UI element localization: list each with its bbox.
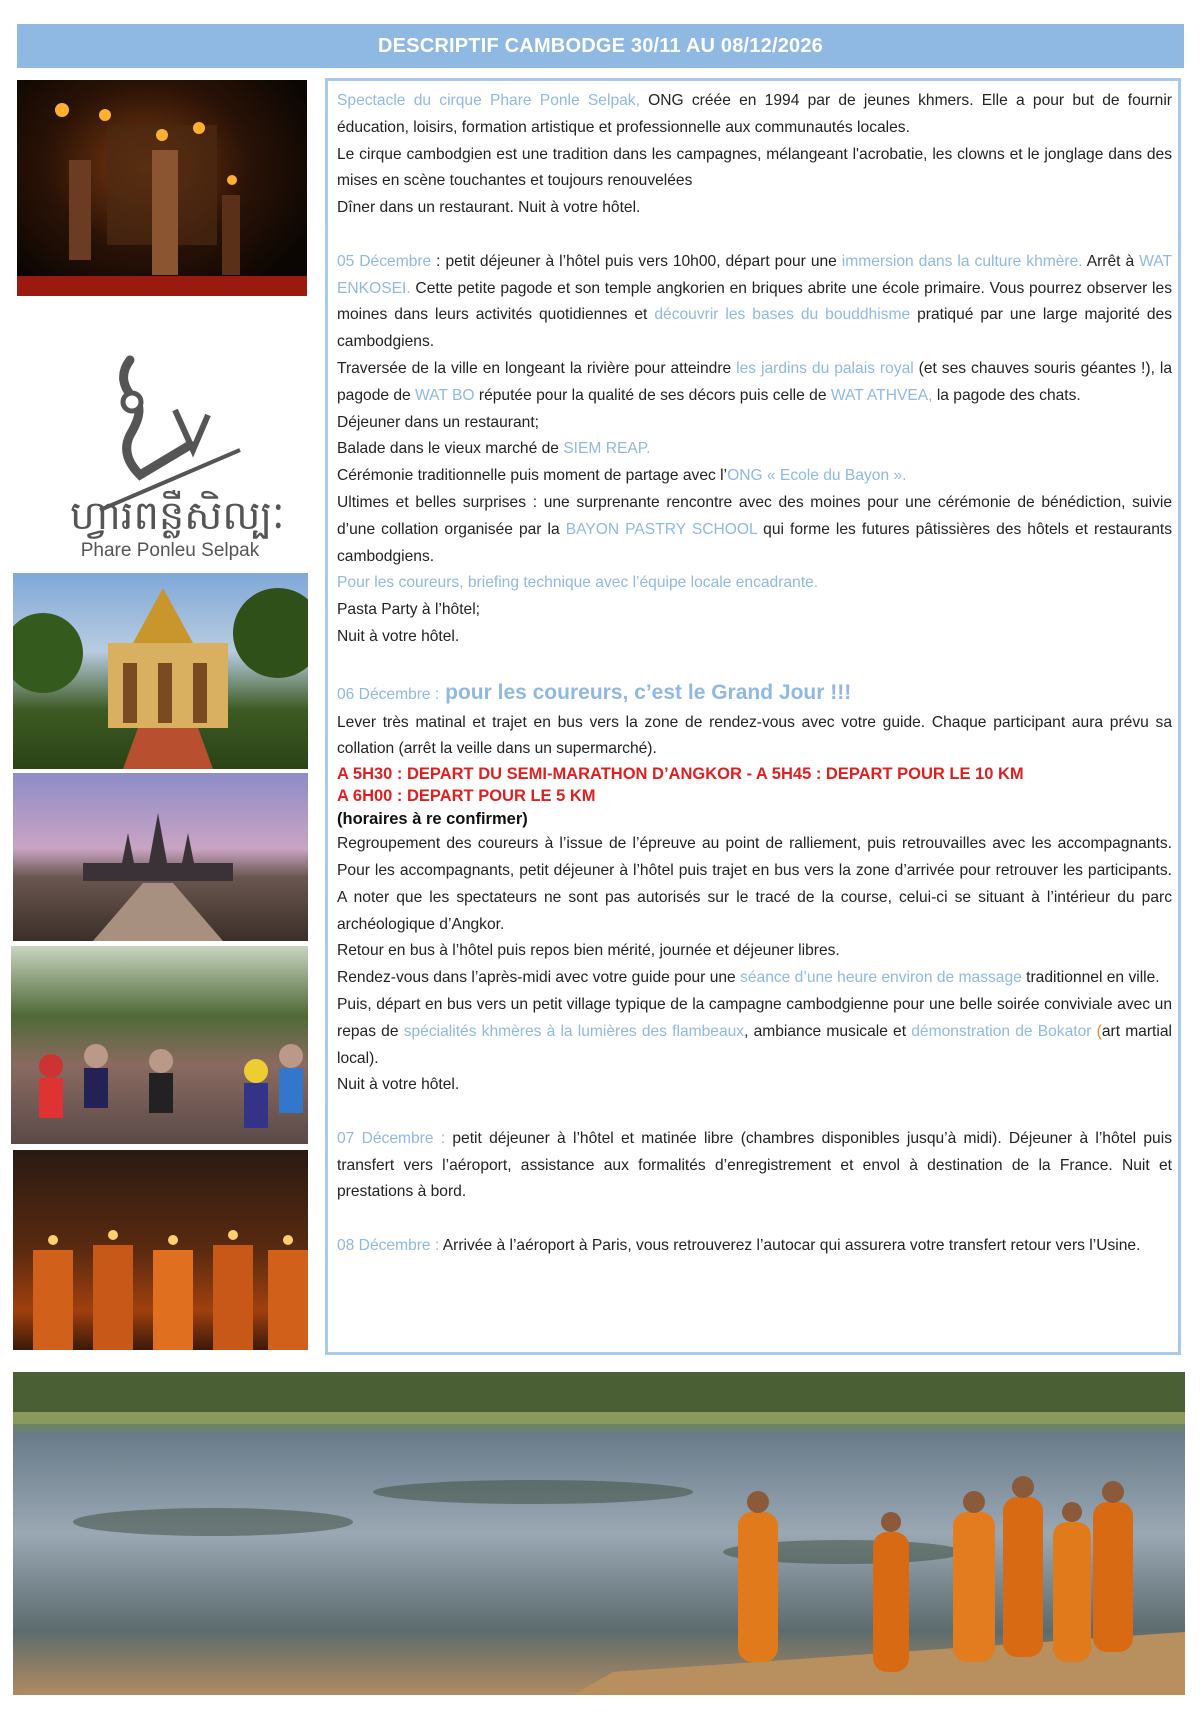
day-05-text-j: (et ses chauves souris géantes !), la pagode de bbox=[337, 359, 1172, 404]
pagoda-photo bbox=[13, 573, 308, 769]
day-05-hl-q: SIEM REAP. bbox=[563, 440, 651, 458]
day-05-hl-u: BAYON PASTRY SCHOOL bbox=[565, 520, 758, 538]
day-05-ceremony bbox=[337, 463, 1172, 490]
day-06-text-i: , ambiance musicale et bbox=[744, 1022, 912, 1040]
day-06-night: Nuit à votre hôtel. bbox=[337, 1076, 460, 1094]
runners-photo bbox=[11, 946, 308, 1144]
day-07-paragraph bbox=[337, 1126, 1172, 1206]
day-05-text-a: : petit déjeuner à l’hôtel puis vers 10h00, départ pour une bbox=[431, 252, 842, 270]
day-05-hl-b: immersion dans la culture khmère. bbox=[841, 252, 1083, 270]
day-06-hl-e: séance d’une heure environ de massage bbox=[740, 969, 1022, 987]
day-05-paragraph bbox=[337, 249, 1172, 356]
circus-highlight: Spectacle du cirque Phare Ponle Selpak, bbox=[337, 92, 640, 109]
day-08-paragraph bbox=[337, 1233, 1172, 1260]
day-05-text-t: Ultimes et belles surprises : une surprenante rencontre avec des moines pour une cérémonie de bénédiction, suivie d’une collation organisée par la bbox=[337, 493, 1172, 538]
day-05-market bbox=[337, 436, 1172, 463]
day-05-text-v: qui forme les futures pâtissières des hôtels et restaurants cambodgiens. bbox=[337, 520, 1172, 565]
day-05-date: 05 Décembre bbox=[337, 252, 432, 270]
page-title: DESCRIPTIF CAMBODGE 30/11 AU 08/12/2026 bbox=[378, 34, 823, 57]
day-05-text-e: Cette petite pagode et son temple angkorien en briques abrite une école primaire. Vous pourrez observer les moines dans leurs activités quotidiennes et bbox=[337, 279, 1172, 324]
day-05-text-p: Balade dans le vieux marché de bbox=[337, 440, 564, 458]
day-05-surprises bbox=[337, 490, 1172, 570]
day-08-date: 08 Décembre : bbox=[337, 1237, 440, 1255]
day-06-wakeup: Lever très matinal et trajet en bus vers la zone de rendez-vous avec votre guide. Chaque participant aura prévu sa collation (arrêt la veille dans un supermarché). bbox=[337, 713, 1172, 758]
circus-tradition-paragraph: Le cirque cambodgien est une tradition dans les campagnes, mélangeant l'acrobatie, les clowns et le jonglage dans des mises en scène touchantes et toujours renouvelées bbox=[337, 145, 1172, 190]
page-header bbox=[17, 24, 1184, 68]
day-07-date: 07 Décembre : bbox=[337, 1129, 446, 1147]
logo-khmer-text: ហ្វារពន្លឺសិល្បៈ bbox=[70, 493, 285, 539]
day-06-regroup: Regroupement des coureurs à l’issue de l’épreuve au point de ralliement, puis retrouvailles avec les accompagnants. Pour les accompagnants, petit déjeuner à l’hôtel puis trajet en bus vers la zone d’arrivée pour retrouver les participants. A noter que les spectateurs ne sont pas autorisés sur le tracé de la course, celui-ci se situant à l’intérieur du parc archéologique d’Angkor. bbox=[337, 835, 1172, 933]
angkor-wat-photo bbox=[13, 773, 308, 941]
day-05-hl-i: les jardins du palais royal bbox=[736, 359, 914, 377]
day-05-briefing: Pour les coureurs, briefing technique avec l’équipe locale encadrante. bbox=[337, 574, 819, 592]
day-05-hl-d: WAT ENKOSEI. bbox=[337, 252, 1172, 297]
day-05-city-paragraph bbox=[337, 356, 1172, 410]
day-06-village bbox=[337, 992, 1172, 1072]
day-06-paren: ( bbox=[1091, 1022, 1102, 1040]
day-05-text-l: réputée pour la qualité de ses décors puis celle de bbox=[474, 386, 831, 404]
day-05-text-h: Traversée de la ville en longeant la rivière pour atteindre bbox=[337, 359, 737, 377]
race-start-5km: A 6H00 : DEPART POUR LE 5 KM bbox=[337, 787, 596, 806]
day-06-text-f: traditionnel en ville. bbox=[1021, 969, 1160, 987]
day-05-text-g: pratiqué par une large majorité des cambodgiens. bbox=[337, 306, 1172, 351]
logo-name: Phare Ponleu Selpak bbox=[80, 540, 260, 561]
day-06-text-l: art martial local). bbox=[337, 1022, 1172, 1067]
day-05-night: Nuit à votre hôtel. bbox=[337, 627, 460, 645]
day-07-text: petit déjeuner à l’hôtel et matinée libre (chambres disponibles jusqu’à midi). Déjeuner à l’hôtel puis transfert vers l’aéroport, assistance aux formalités d’enregistrement et envol à destination de la France. Nuit et prestations à bord. bbox=[337, 1129, 1172, 1201]
day-05-text-c: Arrêt à bbox=[1082, 252, 1140, 270]
day-06-hl-j: démonstration de Bokator bbox=[911, 1022, 1092, 1040]
day-05-hl-f: découvrir les bases du bouddhisme bbox=[654, 306, 911, 324]
day-06-title: pour les coureurs, c’est le Grand Jour !!! bbox=[439, 680, 852, 704]
day-06-date: 06 Décembre : bbox=[337, 685, 440, 703]
day-06-hl-h: spécialités khmères à la lumières des flambeaux bbox=[403, 1022, 745, 1040]
day-06-text-d: Rendez-vous dans l’après-midi avec votre guide pour une bbox=[337, 969, 741, 987]
day-05-hl-s: ONG « Ecole du Bayon ». bbox=[727, 467, 907, 485]
day-05-pasta: Pasta Party à l’hôtel; bbox=[337, 601, 481, 619]
day-06-massage bbox=[337, 965, 1172, 992]
day-05-lunch: Déjeuner dans un restaurant; bbox=[337, 413, 539, 431]
day-05-text-n: la pagode des chats. bbox=[932, 386, 1081, 404]
angkor-monks-lake-photo bbox=[13, 1372, 1185, 1695]
day-08-text: Arrivée à l’aéroport à Paris, vous retrouverez l’autocar qui assurera votre transfert retour vers l’Usine. bbox=[439, 1237, 1141, 1255]
day-06-return: Retour en bus à l’hôtel puis repos bien mérité, journée et déjeuner libres. bbox=[337, 942, 840, 960]
day-05-hl-m: WAT ATHVEA, bbox=[830, 386, 933, 404]
fire-circus-photo bbox=[17, 80, 307, 296]
day-05-text-r: Cérémonie traditionnelle puis moment de partage avec l’ bbox=[337, 467, 728, 485]
itinerary-text-box bbox=[325, 78, 1181, 1355]
day-06-heading bbox=[337, 678, 1172, 710]
race-start-times: A 5H30 : DEPART DU SEMI-MARATHON D’ANGKOR - A 5H45 : DEPART POUR LE 10 KM bbox=[337, 765, 1024, 784]
times-to-confirm: (horaires à re confirmer) bbox=[337, 810, 528, 829]
circus-paragraph bbox=[337, 88, 1172, 142]
circus-text: ONG créée en 1994 par de jeunes khmers. Elle a pour but de fournir éducation, loisirs, formation artistique et professionnelle aux communautés locales. bbox=[337, 92, 1172, 136]
dinner-paragraph: Dîner dans un restaurant. Nuit à votre hôtel. bbox=[337, 199, 641, 217]
day-06-text-g: Puis, départ en bus vers un petit village typique de la campagne cambodgienne pour une belle soirée conviviale avec un repas de bbox=[337, 995, 1172, 1040]
monks-candles-photo bbox=[13, 1150, 308, 1350]
day-05-hl-k: WAT BO bbox=[415, 386, 475, 404]
